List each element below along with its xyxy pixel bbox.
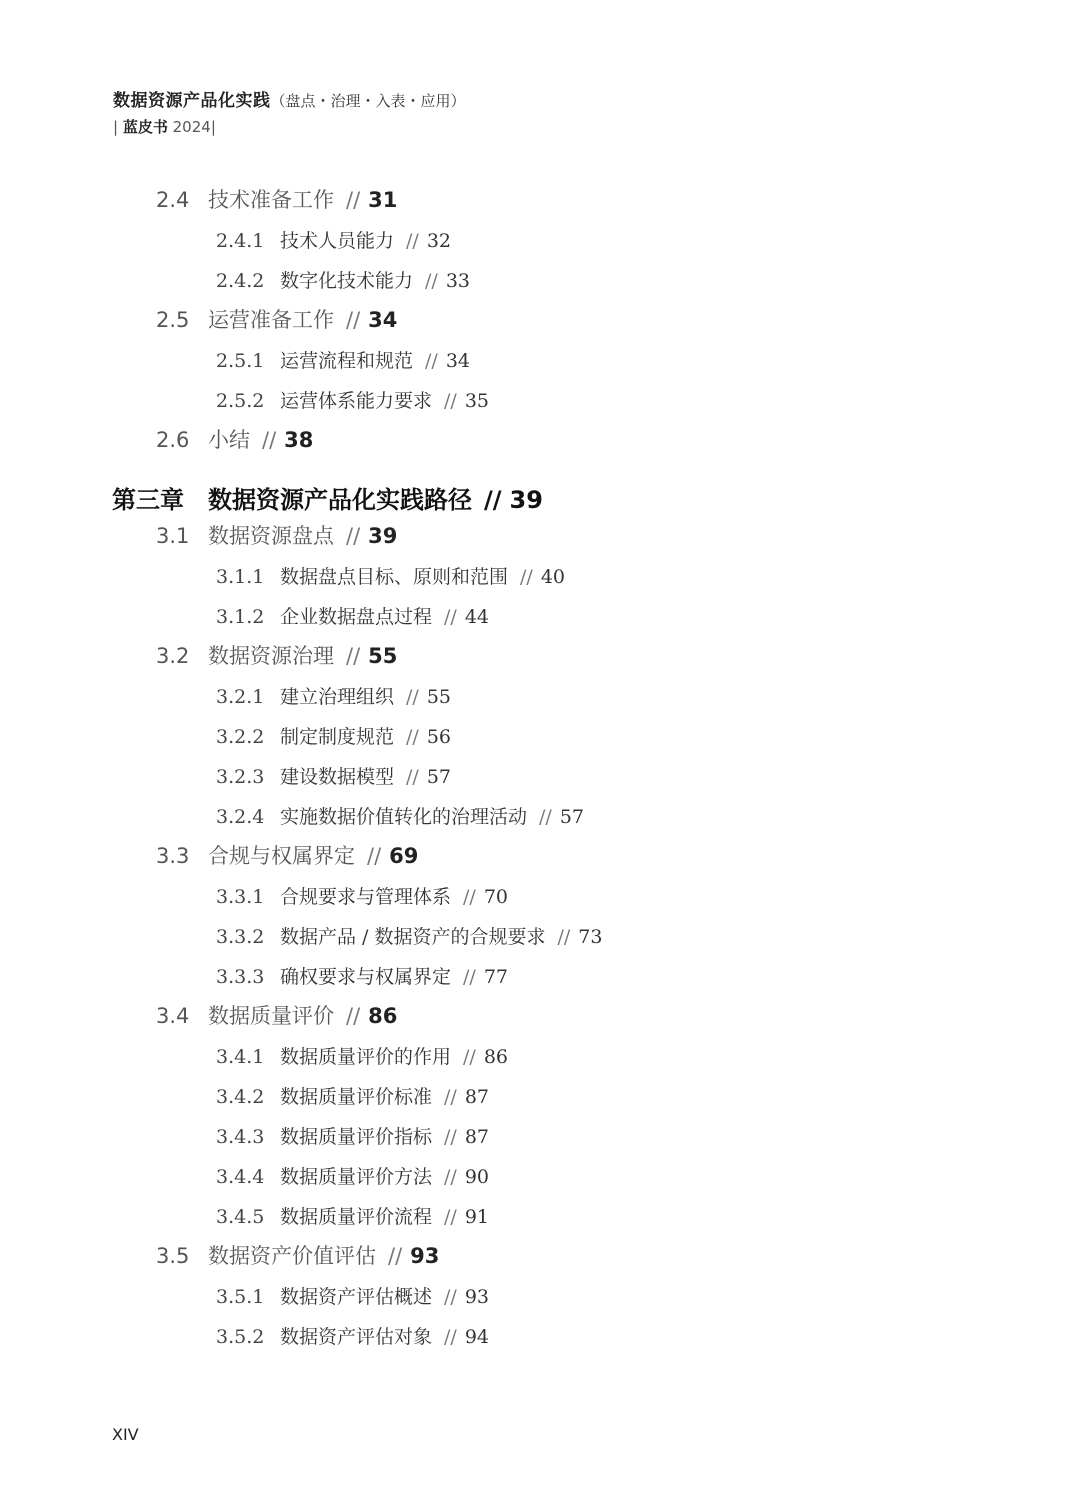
toc-title: 合规与权属界定 bbox=[208, 844, 355, 868]
toc-page: 86 bbox=[483, 1046, 509, 1068]
toc-separator: // bbox=[367, 844, 382, 868]
toc-entry-section[interactable] bbox=[156, 424, 313, 454]
toc-number: 2.5 bbox=[156, 308, 190, 332]
toc-title: 合规要求与管理体系 bbox=[280, 886, 452, 908]
series-line bbox=[113, 116, 216, 137]
toc-number: 3.4.5 bbox=[216, 1206, 265, 1228]
chapter-number: 第三章 bbox=[112, 486, 184, 514]
toc-number: 3.5.1 bbox=[216, 1286, 265, 1308]
toc-separator: // bbox=[346, 308, 361, 332]
toc-number: 2.6 bbox=[156, 428, 190, 452]
toc-title: 运营体系能力要求 bbox=[280, 390, 433, 412]
toc-title: 运营流程和规范 bbox=[280, 350, 414, 372]
toc-separator: // bbox=[425, 270, 438, 292]
toc-entry-subsection[interactable] bbox=[216, 762, 451, 789]
toc-entry-subsection[interactable] bbox=[216, 1162, 489, 1189]
toc-separator: // bbox=[406, 230, 419, 252]
toc-entry-subsection[interactable] bbox=[216, 602, 489, 629]
toc-entry-subsection[interactable] bbox=[216, 922, 602, 949]
toc-number: 3.2 bbox=[156, 644, 190, 668]
toc-separator: // bbox=[346, 524, 361, 548]
toc-title: 小结 bbox=[208, 428, 250, 452]
toc-separator: // bbox=[346, 188, 361, 212]
toc-entry-subsection[interactable] bbox=[216, 226, 451, 253]
toc-title: 数据质量评价指标 bbox=[280, 1126, 433, 1148]
toc-entry-subsection[interactable] bbox=[216, 1082, 489, 1109]
toc-separator: // bbox=[557, 926, 571, 948]
toc-number: 3.4.2 bbox=[216, 1086, 265, 1108]
toc-title: 技术人员能力 bbox=[280, 230, 395, 252]
toc-title: 数据资产评估概述 bbox=[280, 1286, 433, 1308]
toc-separator: // bbox=[346, 644, 361, 668]
toc-page: 38 bbox=[284, 428, 314, 452]
toc-number: 3.5.2 bbox=[216, 1326, 265, 1348]
toc-number: 3.1.2 bbox=[216, 606, 265, 628]
toc-entry-section[interactable] bbox=[156, 1240, 439, 1270]
toc-separator: // bbox=[406, 686, 419, 708]
toc-number: 3.4.1 bbox=[216, 1046, 265, 1068]
toc-separator: // bbox=[463, 966, 476, 988]
toc-separator: // bbox=[444, 390, 457, 412]
toc-entry-subsection[interactable] bbox=[216, 802, 584, 829]
toc-title: 数据资产评估对象 bbox=[280, 1326, 433, 1348]
toc-entry-subsection[interactable] bbox=[216, 882, 508, 909]
toc-title: 数据产品 / 数据资产的合规要求 bbox=[280, 926, 546, 948]
toc-page: 70 bbox=[483, 886, 509, 908]
toc-page: 73 bbox=[578, 926, 603, 948]
toc-separator: // bbox=[444, 1206, 457, 1228]
toc-number: 2.4.2 bbox=[216, 270, 265, 292]
toc-page: 69 bbox=[389, 844, 419, 868]
toc-title: 实施数据价值转化的治理活动 bbox=[280, 806, 528, 828]
toc-number: 3.1 bbox=[156, 524, 190, 548]
toc-title: 运营准备工作 bbox=[208, 308, 334, 332]
book-title: 数据资源产品化实践 bbox=[113, 91, 271, 111]
toc-title: 数据资源盘点 bbox=[208, 524, 334, 548]
toc-number: 2.5.2 bbox=[216, 390, 265, 412]
toc-number: 3.2.2 bbox=[216, 726, 265, 748]
toc-title: 数据盘点目标、原则和范围 bbox=[280, 566, 509, 588]
toc-entry-section[interactable] bbox=[156, 304, 397, 334]
toc-entry-subsection[interactable] bbox=[216, 962, 508, 989]
toc-entry-subsection[interactable] bbox=[216, 266, 470, 293]
toc-separator: // bbox=[262, 428, 277, 452]
toc-entry-subsection[interactable] bbox=[216, 346, 470, 373]
toc-page: 35 bbox=[464, 390, 490, 412]
toc-number: 3.4.3 bbox=[216, 1126, 265, 1148]
toc-number: 2.5.1 bbox=[216, 350, 265, 372]
toc-separator: // bbox=[425, 350, 438, 372]
toc-title: 制定制度规范 bbox=[280, 726, 395, 748]
toc-title: 企业数据盘点过程 bbox=[280, 606, 433, 628]
toc-entry-section[interactable] bbox=[156, 520, 397, 550]
running-head bbox=[113, 86, 466, 111]
toc-number: 3.1.1 bbox=[216, 566, 265, 588]
toc-title: 数据质量评价方法 bbox=[280, 1166, 433, 1188]
series-bar-left: | bbox=[113, 118, 119, 136]
toc-separator: // bbox=[520, 566, 533, 588]
toc-page: 57 bbox=[426, 766, 452, 788]
toc-number: 2.4 bbox=[156, 188, 190, 212]
toc-number: 3.3.2 bbox=[216, 926, 265, 948]
toc-separator: // bbox=[484, 486, 502, 514]
toc-entry-chapter[interactable] bbox=[112, 480, 543, 515]
toc-page: 86 bbox=[368, 1004, 398, 1028]
toc-number: 3.3 bbox=[156, 844, 190, 868]
toc-page: 87 bbox=[464, 1086, 490, 1108]
toc-separator: // bbox=[444, 1286, 457, 1308]
toc-page: 32 bbox=[426, 230, 452, 252]
toc-separator: // bbox=[388, 1244, 403, 1268]
toc-number: 3.4 bbox=[156, 1004, 190, 1028]
toc-separator: // bbox=[463, 886, 476, 908]
toc-title: 建设数据模型 bbox=[280, 766, 395, 788]
toc-page: 91 bbox=[464, 1206, 490, 1228]
toc-separator: // bbox=[444, 1086, 457, 1108]
toc-page: 57 bbox=[559, 806, 585, 828]
toc-page: 39 bbox=[368, 524, 398, 548]
toc-entry-section[interactable] bbox=[156, 1000, 397, 1030]
toc-entry-subsection[interactable] bbox=[216, 1322, 489, 1349]
toc-entry-subsection[interactable] bbox=[216, 722, 451, 749]
toc-separator: // bbox=[406, 766, 419, 788]
toc-number: 3.2.4 bbox=[216, 806, 265, 828]
toc-separator: // bbox=[463, 1046, 476, 1068]
series-name: 蓝皮书 bbox=[122, 118, 168, 136]
toc-page: 90 bbox=[464, 1166, 490, 1188]
toc-page: 34 bbox=[368, 308, 398, 332]
book-subtitle: （盘点・治理・入表・应用） bbox=[270, 92, 466, 110]
toc-separator: // bbox=[444, 1326, 457, 1348]
toc-page: 55 bbox=[368, 644, 398, 668]
toc-title: 数据质量评价流程 bbox=[280, 1206, 433, 1228]
toc-title: 数据质量评价 bbox=[208, 1004, 334, 1028]
toc-title: 确权要求与权属界定 bbox=[280, 966, 452, 988]
toc-page: 87 bbox=[464, 1126, 490, 1148]
toc-page: 77 bbox=[483, 966, 509, 988]
toc-page: 39 bbox=[509, 486, 543, 514]
toc-separator: // bbox=[539, 806, 552, 828]
toc-title: 数据质量评价的作用 bbox=[280, 1046, 452, 1068]
toc-entry-subsection[interactable] bbox=[216, 562, 565, 589]
toc-entry-subsection[interactable] bbox=[216, 1282, 489, 1309]
toc-title: 建立治理组织 bbox=[280, 686, 395, 708]
toc-page: 56 bbox=[426, 726, 452, 748]
toc-title: 技术准备工作 bbox=[208, 188, 334, 212]
toc-title: 数据资产价值评估 bbox=[208, 1244, 376, 1268]
toc-title: 数据质量评价标准 bbox=[280, 1086, 433, 1108]
toc-page: 40 bbox=[540, 566, 566, 588]
toc-number: 3.2.3 bbox=[216, 766, 265, 788]
toc-entry-section[interactable] bbox=[156, 184, 397, 214]
toc-entry-subsection[interactable] bbox=[216, 1122, 489, 1149]
series-year: 2024 bbox=[172, 118, 211, 136]
toc-entry-subsection[interactable] bbox=[216, 1042, 508, 1069]
series-bar-right: | bbox=[210, 118, 216, 136]
toc-separator: // bbox=[444, 1166, 457, 1188]
page-folio: XIV bbox=[112, 1425, 139, 1444]
chapter-title: 数据资源产品化实践路径 bbox=[208, 486, 472, 514]
toc-number: 3.2.1 bbox=[216, 686, 265, 708]
toc-page: 55 bbox=[426, 686, 452, 708]
toc-entry-subsection[interactable] bbox=[216, 1202, 489, 1229]
toc-number: 3.3.1 bbox=[216, 886, 265, 908]
toc-separator: // bbox=[346, 1004, 361, 1028]
toc-number: 3.5 bbox=[156, 1244, 190, 1268]
toc-entry-section[interactable] bbox=[156, 840, 418, 870]
toc-page: 93 bbox=[410, 1244, 440, 1268]
toc-separator: // bbox=[406, 726, 419, 748]
toc-page: 93 bbox=[464, 1286, 490, 1308]
toc-entry-section[interactable] bbox=[156, 640, 397, 670]
toc-entry-subsection[interactable] bbox=[216, 386, 489, 413]
toc-page: 33 bbox=[445, 270, 471, 292]
toc-number: 3.4.4 bbox=[216, 1166, 265, 1188]
toc-title: 数字化技术能力 bbox=[280, 270, 414, 292]
toc-page: 44 bbox=[464, 606, 490, 628]
toc-number: 3.3.3 bbox=[216, 966, 265, 988]
toc-page: 31 bbox=[368, 188, 398, 212]
toc-page: 94 bbox=[464, 1326, 490, 1348]
toc-separator: // bbox=[444, 606, 457, 628]
toc-page: 34 bbox=[445, 350, 471, 372]
toc-number: 2.4.1 bbox=[216, 230, 265, 252]
toc-entry-subsection[interactable] bbox=[216, 682, 451, 709]
toc-title: 数据资源治理 bbox=[208, 644, 334, 668]
toc-separator: // bbox=[444, 1126, 457, 1148]
